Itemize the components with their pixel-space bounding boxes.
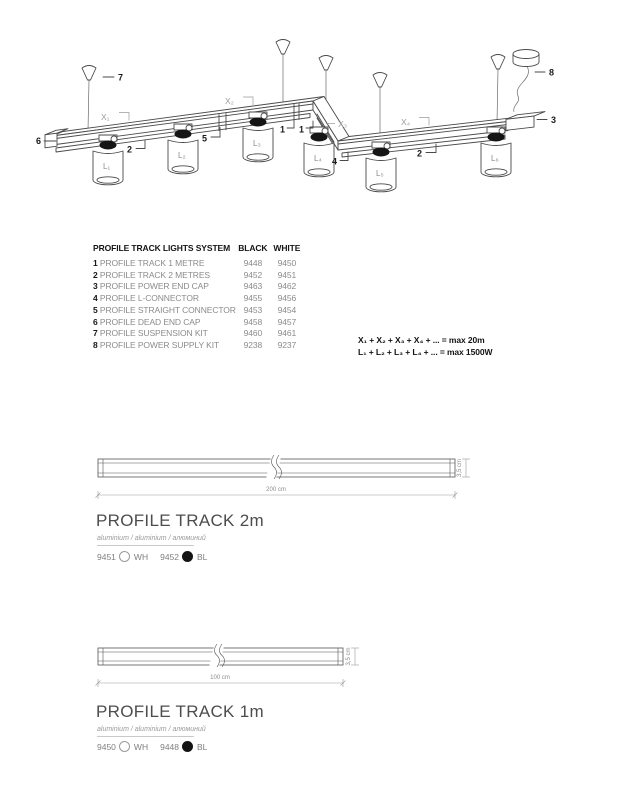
track-1m-variants (97, 741, 207, 752)
row-black-code: 9238 (243, 339, 263, 350)
row-num: 3 (93, 281, 98, 292)
length-dimension (96, 675, 346, 687)
length-label: 200 cm (266, 487, 286, 493)
track-1m-title: PROFILE TRACK 1m (96, 702, 264, 721)
length-dimension (96, 487, 458, 499)
row-name: PROFILE TRACK 1 METRE (99, 258, 205, 268)
row-num: 2 (93, 269, 98, 280)
variant-finish: BL (197, 551, 208, 562)
row-white-code: 9451 (277, 269, 297, 280)
table-row (93, 317, 304, 329)
row-name: PROFILE POWER END CAP (99, 281, 209, 292)
row-black-code: 9452 (243, 269, 263, 280)
lamp-label: L₁ (103, 162, 111, 171)
variant-finish: BL (197, 741, 208, 752)
row-white-code: 9462 (277, 281, 297, 292)
row-black-code: 9463 (243, 281, 263, 292)
variant-code: 9451 (97, 551, 116, 562)
divider (97, 736, 194, 737)
color-swatch-white (119, 551, 130, 562)
power-supply-kit (513, 50, 539, 67)
track-run-2 (338, 112, 545, 157)
table-row (93, 305, 304, 317)
row-black-code: 9460 (243, 328, 263, 339)
product-table (93, 243, 304, 352)
row-black-code: 9453 (243, 304, 263, 315)
row-black-code: 9455 (243, 293, 263, 304)
divider (97, 545, 194, 546)
callout-straight-connector: 5 (202, 133, 208, 144)
column-black: BLACK (238, 243, 268, 253)
track-1m-materials: aluminium / aluminium / алюминий (97, 726, 206, 733)
row-num: 6 (93, 316, 98, 327)
callout-track-1m-b: 1 (299, 124, 305, 135)
x2-label: X₂ (225, 96, 234, 106)
row-name: PROFILE STRAIGHT CONNECTOR (99, 304, 236, 315)
row-black-code: 9458 (243, 316, 263, 327)
height-dimension (346, 647, 359, 665)
row-name: PROFILE TRACK 2 METRES (99, 269, 210, 280)
row-num: 7 (93, 328, 98, 339)
callout-track-1m-a: 1 (280, 124, 286, 135)
row-white-code: 9454 (277, 304, 297, 315)
lamp-label: L₃ (253, 139, 261, 148)
callout-suspension-kit: 7 (118, 72, 124, 83)
x1-label: X₁ (101, 112, 110, 122)
track-2m-drawing (90, 450, 490, 506)
variant-code: 9448 (160, 741, 180, 752)
callout-track-2m-b: 2 (417, 148, 423, 159)
row-name: PROFILE L-CONNECTOR (99, 293, 199, 304)
column-white: WHITE (273, 243, 301, 253)
row-white-code: 9457 (277, 316, 297, 327)
lamp-label: L₂ (178, 151, 186, 160)
system-limits (358, 334, 492, 358)
table-row (93, 293, 304, 305)
suspension-kit-cones (82, 40, 505, 88)
row-white-code: 9450 (277, 258, 297, 268)
color-swatch-black (182, 741, 193, 752)
table-row (93, 340, 304, 352)
x4-label: X₄ (401, 117, 411, 127)
lamp-label: L₄ (314, 154, 322, 163)
max-length-formula: X₁ + X₂ + X₃ + X₄ + ... = max 20m (358, 335, 485, 345)
variant-finish: WH (133, 551, 149, 562)
system-diagram (0, 0, 622, 235)
row-white-code: 9237 (277, 339, 297, 350)
track-2m-materials: aluminium / aluminium / алюминий (97, 535, 206, 542)
callout-power-supply-kit: 8 (549, 67, 555, 78)
table-row (93, 281, 304, 293)
row-name: PROFILE SUSPENSION KIT (99, 328, 208, 339)
callout-l-connector: 4 (332, 156, 338, 167)
row-black-code: 9448 (243, 258, 263, 268)
color-swatch-white (119, 741, 130, 752)
row-num: 4 (93, 293, 98, 304)
height-label: 3,5 cm (457, 458, 463, 478)
row-name: PROFILE DEAD END CAP (99, 316, 201, 327)
length-label: 100 cm (210, 675, 230, 681)
variant-code: 9450 (97, 741, 116, 752)
max-power-formula: L₁ + L₂ + L₃ + L₄ + ... = max 1500W (358, 347, 493, 357)
row-num: 5 (93, 304, 98, 315)
lamp-label: L₅ (376, 169, 384, 178)
table-title: PROFILE TRACK LIGHTS SYSTEM (93, 243, 231, 253)
lamp-label: L₆ (491, 154, 499, 163)
track-1m-drawing (90, 640, 390, 696)
table-header-row (93, 243, 304, 258)
table-row (93, 328, 304, 340)
callout-dead-end-cap: 6 (36, 136, 42, 146)
height-dimension (457, 459, 470, 477)
spotlight-l6 (481, 127, 511, 177)
x3-label: X₃ (338, 119, 348, 129)
track-2m-title: PROFILE TRACK 2m (96, 511, 264, 530)
row-name: PROFILE POWER SUPPLY KIT (99, 339, 220, 350)
callout-power-end-cap: 3 (551, 115, 557, 125)
color-swatch-black (182, 551, 193, 562)
callout-track-2m-a: 2 (127, 144, 133, 155)
variant-code: 9452 (160, 551, 180, 562)
power-cable (514, 66, 529, 112)
variant-finish: WH (133, 741, 149, 752)
row-num: 1 (93, 258, 98, 268)
track-2m-variants (97, 551, 207, 562)
table-row (93, 258, 304, 270)
row-white-code: 9461 (277, 328, 297, 339)
height-label: 3,5 cm (346, 647, 352, 666)
row-num: 8 (93, 339, 98, 350)
table-row (93, 270, 304, 282)
row-white-code: 9456 (277, 293, 297, 304)
